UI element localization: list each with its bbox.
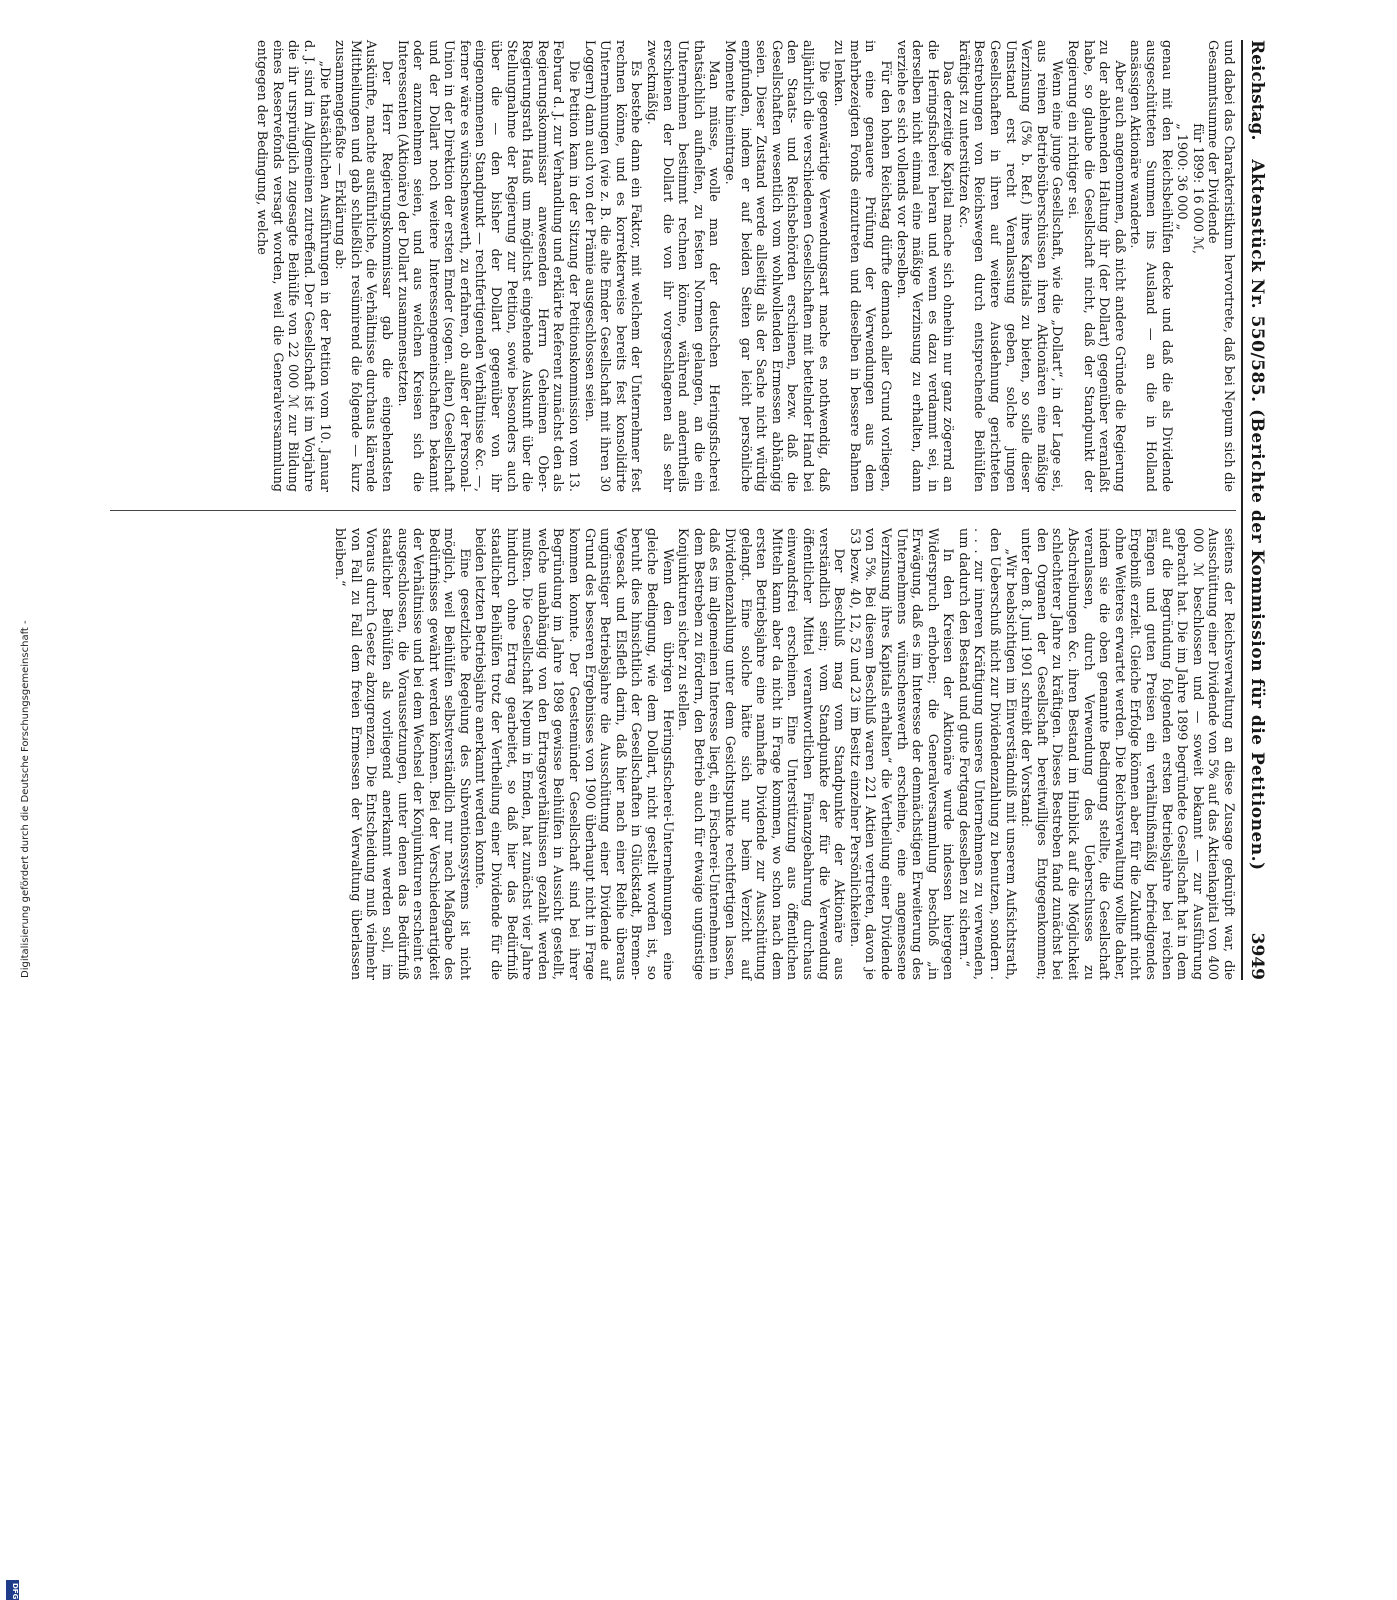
paragraph: Für den hohen Reichstag dürfte demnach aller Grund vorliegen, in eine genauere Prüfung der Verwendungen aus dem mehrbezeigten Fonds einzutreten und dieselben in bessere Bahnen zu lenken. (831, 40, 893, 492)
paragraph: seitens der Reichsverwaltung an diese Zusage geknüpft war, die Ausschüttung einer Dividende von 5% auf das Aktienkapital von 400 000 ℳ beschlossen und — soweit bekannt — zur Ausführung gebracht hat. Die im Jahre 1899 begründete Gesellschaft hat in dem auf die Begründung folgenden ersten Betriebsjahre bei reichen Fängen und guten Preisen ein verhältnißmäßig befriedigendes Ergebniß erzielt. Gleiche Erfolge können aber für die Zukunft nicht ohne Weiteres erwartet werden. Die Reichsverwaltung wollte daher, indem sie die oben genannte Bedingung stellte, die Gesellschaft veranlassen, durch Verwendung des Ueberschusses zu Abschreibungen &c. ihren Bestand im Hinblick auf die Möglichkeit schlechterer Jahre zu kräftigen. Dieses Bestreben fand zunächst bei den Organen der Gesellschaft bereitwilliges Entgegenkommen; unter dem 8. Juni 1901 schreibt der Vorstand: (1018, 528, 1236, 980)
paragraph: Wenn eine junge Gesellschaft, wie die „Dollart“, in der Lage sei, aus reinen Betriebsüberschüssen ihren Aktionären eine mäßige Verzinsung (5% b. Ref.) ihres Kapitals zu bieten, so solle dieser Umstand erst recht Veranlassung geben, solche jungen Gesellschaften in ihren auf weitere Ausdehnung gerichteten Bestrebungen von Reichswegen durch entsprechende Beihülfen kräftigst zu unterstützen &c. (955, 40, 1065, 492)
paragraph: Das derzeitige Kapital mache sich ohnehin nur ganz zögernd an die Heringsfischerei heran und wenn es dazu verdammt sei, in derselben nicht einmal eine mäßige Verzinsung zu erhalten, dann verziehe es sich vollends vor derselben. (893, 40, 956, 492)
right-column (106, 528, 1236, 980)
paragraph: Die Petition kam in der Sitzung der Petitionskommission vom 13. Februar d. J. zur Verhandlung und erklärte Referent zunächst den als Regierungskommissar anwesenden Herrn Geheimen Ober-Regierungsrath Hauß um möglichst eingehende Auskunft über die Stellungnahme der Regierung zur Petition, sowie besonders auch über die — den bisher der Dollart gegenüber von ihr eingenommenen Standpunkt — rechtfertigenden Verhältnisse &c. —, ferner wäre es wünschenswerth, zu erfahren, ob außer der Personal-Union in der Direktion der ersten Emder (sogen. alten) Gesellschaft und der Dollart noch weitere Interessengemeinschaften bekannt oder anzunehmen seien, und aus welchen Kreisen sich die Interessenten (Aktionäre) der Dollart zusammensetzten. (394, 40, 582, 492)
paragraph: Man müsse, wolle man der deutschen Heringsfischerei thatsächlich aufhelfen, zu festen Normen gelangen, an die ein Unternehmen bestimmt rechnen könne, während anderntheils erschienen der Dollart die von ihr vorgeschlagenen als sehr zweckmäßig. (644, 40, 722, 492)
footer-text: Digitalisierung gefördert durch die Deutsche Forschungsgemeinschaft - (20, 620, 31, 978)
footer (6, 606, 31, 1600)
dfg-logo: DFG (6, 1580, 19, 1600)
header-rule (1241, 40, 1243, 980)
paragraph: Es bestehe dann ein Faktor, mit welchem der Unternehmer fest rechnen könne, und es korrekterweise bereits fest konsolidirte Unternehmungen (wie z. B. die alte Emder Gesellschaft mit ihren 30 Loggern) dann auch von der Prämie ausgeschlossen seien. (581, 40, 644, 492)
column-divider (110, 510, 1236, 511)
running-header (1244, 40, 1270, 980)
paragraph: Die gegenwärtige Verwendungsart mache es nothwendig, daß alljährlich die verschiedenen Gesellschaften mit bettelnder Hand bei den Staats- und Reichsbehörden erschienen, bezw. daß die Gesellschaften wesentlich vom wohlwollenden Ermessen abhängig seien. Dieser Zustand werde allseitig als der Sache nicht würdig empfunden, indem er auf beiden Seiten gar leicht persönliche Momente hineintrage. (722, 40, 831, 492)
paragraph: Der Beschluß mag vom Standpunkte der Aktionäre aus verständlich sein; vom Standpunkte der für die Verwendung öffentlicher Mittel verantwortlichen Finanzgebahrung durchaus einwandsfrei erscheinen. Eine Unterstützung aus öffentlichen Mitteln kann aber da nicht in Frage kommen, wo schon nach dem ersten Betriebsjahre eine namhafte Dividende zur Ausschüttung gelangt. Eine solche hätte sich nur beim Verzicht auf Dividendenzahlung unter dem Gesichtspunkte rechtfertigen lassen, daß es im allgemeinen Interesse liegt, ein Fischerei-Unternehmen in dem Bestreben zu fördern, den Betrieb auch für etwaige ungünstige Konjunkturen sicher zu stellen. (675, 528, 847, 980)
paragraph: „Wir beabsichtigen im Einverständniß mit unserem Aufsichtsrath, den Ueberschuß nicht zur Dividendenzahlung zu benutzen, sondern . . . . zur inneren Kräftigung unseres Unternehmens zu verwenden, um dadurch den Bestand und gute Fortgang desselben zu sichern.“ (955, 528, 1018, 980)
header-middle: Aktenstück Nr. 550/585. (Berichte der Kommission für die Petitionen.) (1247, 159, 1267, 871)
paragraph: für 1899: 16 000 ℳ, (1189, 123, 1205, 254)
paragraph: genau mit den Reichsbeihülfen decke und daß die als Dividende ausgeschütteten Summen ins Ausland — an die in Holland ansässigen Aktionäre wanderte. (1127, 40, 1174, 492)
paragraph: Der Herr Regierungskommissar gab die eingehendsten Auskünfte, machte ausführliche, die Verhältnisse durchaus klärende Mittheilungen und gab schließlich resümirend die folgende — kurz zusammengefaßte — Erklärung ab: (332, 40, 394, 492)
paragraph: In den Kreisen der Aktionäre wurde indessen hiergegen Widerspruch erhoben; die Generalversammlung beschloß „in Erwägung, daß es im Interesse der demnächstigen Erweiterung des Unternehmens wünschenswerth erscheine, eine angemessene Verzinsung ihres Kapitals erhalten“ die Vertheilung einer Dividende von 5%. Bei diesem Beschluß waren 221 Aktien vertreten, davon je 53 bezw. 40, 12, 52 und 23 im Besitz einzelner Persönlichkeiten. (846, 528, 956, 980)
paragraph: und dabei das Charakteristikum hervortrete, daß bei Nepum sich die Gesammtsumme der Dividende (1205, 40, 1236, 492)
paragraph: Wenn den übrigen Heringsfischerei-Unternehmungen eine gleiche Bedingung, wie dem Dollart, nicht gestellt worden ist, so beruht dies hinsichtlich der Gesellschaften in Glückstadt, Bremen-Vegesack und Elsfleth darin, daß hier nach einer Reihe überaus ungünstiger Betriebsjahre die Ausschüttung einer Dividende auf Grund des besseren Ergebnisses von 1900 überhaupt nicht in Frage kommen konnte. Der Geestemünder Gesellschaft sind bei ihrer Begründung im Jahre 1898 gewisse Beihülfen in Aussicht gestellt, welche unabhängig von den Ertragsverhältnissen gezahlt werden mußten. Die Gesellschaft Nepum in Emden, hat zunächst vier Jahre hindurch ohne Ertrag gearbeitet, so daß hier das Bedürfniß staatlicher Beihülfen trotz der Vertheilung einer Dividende für die beiden letzten Betriebsjahre anerkannt werden konnte. (472, 528, 675, 980)
rotated-text-block (100, 40, 1270, 980)
paragraph: Aber auch angenommen, daß nicht andere Gründe die Regierung zu der ablehnenden Haltung ihr (der Dollart) gegenüber veranlaßt habe, so glaube die Gesellschaft nicht, daß der Standpunkt der Regierung ein richtiger sei. (1065, 40, 1127, 492)
header-left: Reichstag. (1247, 40, 1267, 141)
left-column (106, 40, 1236, 492)
paragraph: Eine gesetzliche Regelung des Subventionssystems ist nicht möglich, weil Beihülfen selbstverständlich nur nach Maßgabe des Bedürfnisses gewährt werden können. Bei der Verschiedenartigkeit der Verhältnisse und bei dem Wechsel der Konjunkturen erscheint es ausgeschlossen, die Voraussetzungen, unter denen das Bedürfniß staatlicher Beihülfen als vorliegend anerkannt werden soll, im Voraus durch Gesetz abzugrenzen. Die Entscheidung muß vielmehr von Fall zu Fall dem freien Ermessen der Verwaltung überlassen bleiben.“ (332, 528, 472, 980)
paragraph: „Die thatsächlichen Ausführungen in der Petition vom 10. Januar d. J. sind im Allgemeinen zutreffend. Der Gesellschaft ist im Vorjahre die ihr ursprünglich zugesagte Beihülfe von 22 000 ℳ zur Bildung eines Reservefonds versagt worden, weil die Generalversammlung entgegen der Bedingung, welche (254, 40, 332, 492)
paragraph: „ 1900: 36 000 „ (1174, 123, 1190, 231)
page-number: 3949 (1247, 932, 1267, 980)
